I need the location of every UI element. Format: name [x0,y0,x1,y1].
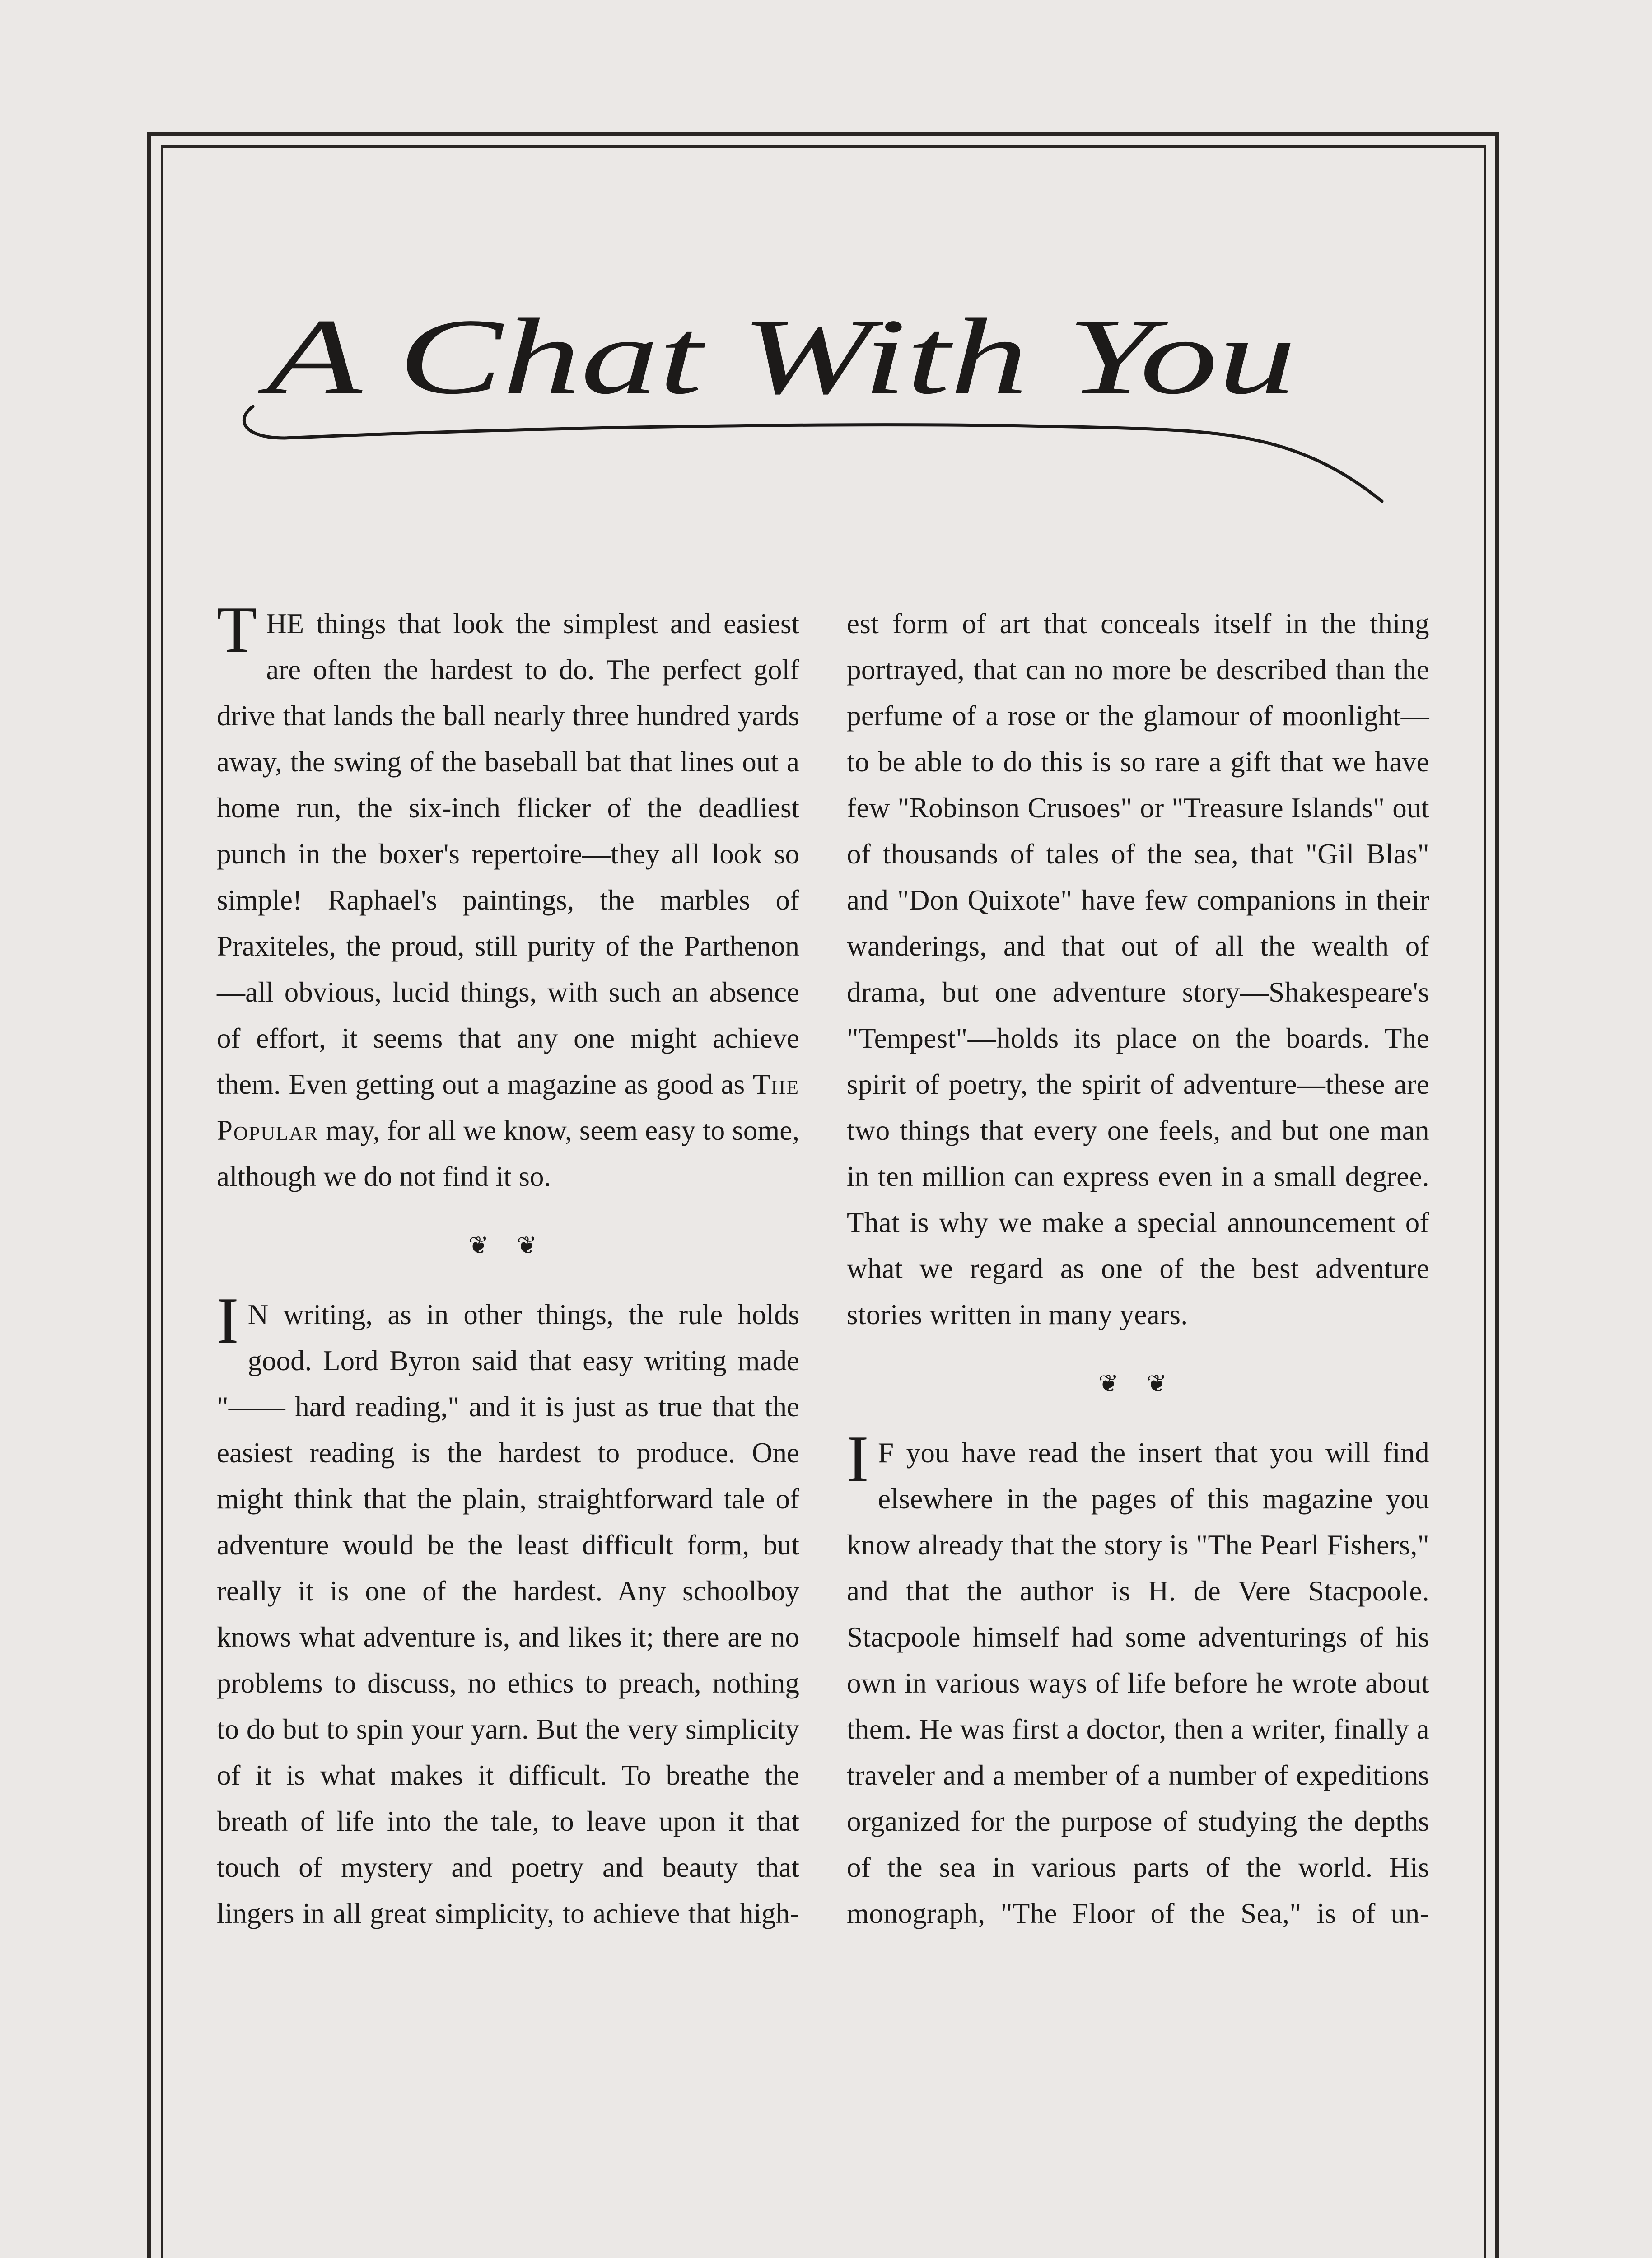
magazine-name: The Popular [217,1068,799,1146]
drop-cap-i: I [217,1284,239,1357]
writing-text: N writing, as in other things, the rule holds good. Lord Byron said that easy writing made "—— hard reading," and it is just as true that the easiest reading is the hardest to produce. One might think that the plain, straightforward tale of adventure would be the least difficult form, but really it is one of the hardest. Any schoolboy knows what adventure is, and likes it; there are no problems to discuss, no ethics to preach, nothing to do but to spin your yarn. But the very simplicity of it is what makes it difficult. To breathe the breath of life into the tale, to leave upon it that touch of mystery and poetry and beauty that lingers in all great simplicity, to achieve that high- [217,1299,799,1929]
insert-text: F you have read the insert that you will find elsewhere in the pages of this magazine you know already that the story is "The Pearl Fishers," and that the author is H. de Vere Stacpoole. Stacpoole himself had some adventurings of his own in various ways of life before he wrote about them. He was first a doctor, then a writer, finally a traveler and a member of a number of expeditions organized for the purpose of studying the depths of the sea in various parts of the world. His monograph, "The Floor of the Sea," is of un- [847,1437,1429,1929]
drop-cap-i: I [847,1422,869,1495]
section-ornament-icon: ❦ ❦ [468,1232,548,1259]
section-ornament-icon: ❦ ❦ [1098,1370,1178,1397]
intro-paragraph [217,593,799,1199]
right-column [847,601,1429,1936]
left-column [217,593,799,1936]
writing-paragraph [217,1284,799,1936]
intro-text: HE things that look the simplest and easiest are often the hardest to do. The perfect golf drive that lands the ball nearly three hundred yards away, the swing of the baseball bat that lines out a home run, the six-inch flicker of the deadliest punch in the boxer's repertoire—they all look so simple! Raphael's paintings, the marbles of Praxiteles, the proud, still purity of the Parthenon—all obvious, lucid things, with such an absence of effort, it seems that any one might achieve them. Even getting out a magazine as good as [217,608,799,1100]
drop-cap-t: T [217,593,257,666]
title-text: A Chat With You [257,296,1296,416]
intro-text-end: may, for all we know, seem easy to some, although we do not find it so. [217,1115,799,1192]
adventure-paragraph: est form of art that conceals itself in the thing portrayed, that can no more be described than the perfume of a rose or the glamour of moonlight—to be able to do this is so rare a gift that we have few "Robinson Crusoes" or "Treasure Islands" out of thousands of tales of the sea, that "Gil Blas" and "Don Quixote" have few companions in their wanderings, and that out of all the wealth of drama, but one adventure story—Shakespeare's "Tempest"—holds its place on the boards. The spirit of poetry, the spirit of adventure—these are two things that every one feels, and but one man in ten million can express even in a small degree. That is why we make a special announcement of what we regard as one of the best adventure stories written in many years. [847,608,1429,1330]
insert-paragraph [847,1422,1429,1936]
title-flourish-underline [244,406,1382,501]
page-title [226,271,1400,524]
